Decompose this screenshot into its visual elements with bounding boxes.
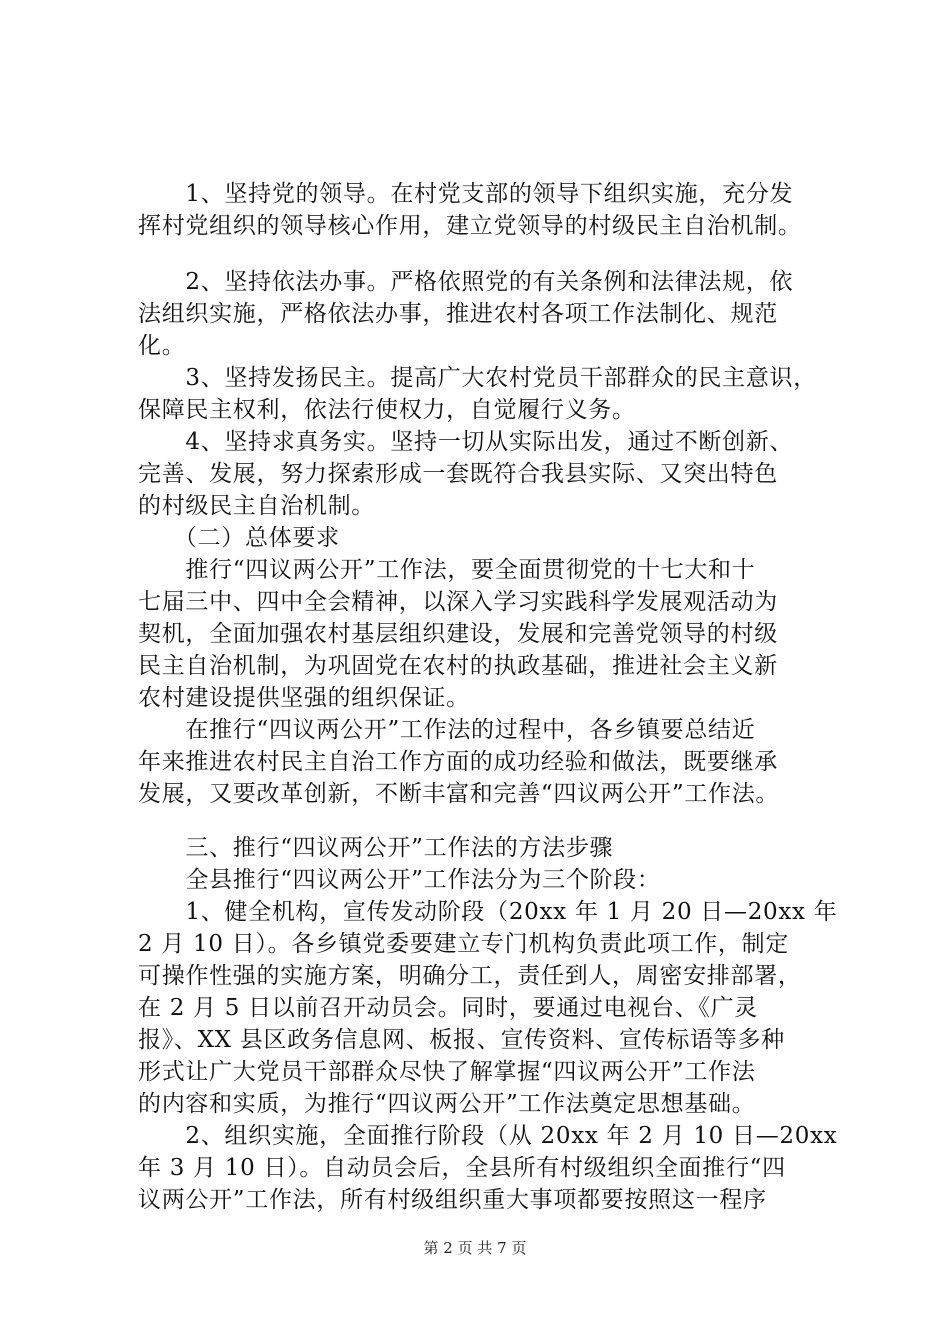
text-line: 发展，又要改革创新，不断丰富和完善“四议两公开”工作法。 <box>138 781 780 807</box>
text-line: 年来推进农村民主自治工作方面的成功经验和做法，既要继承 <box>138 749 778 775</box>
text-line: 推行“四议两公开”工作法，要全面贯彻党的十七大和十 <box>138 557 756 583</box>
text-line: 2、组织实施，全面推行阶段（从 20xx 年 2 月 10 日—20xx <box>138 1123 838 1149</box>
text-line: 议两公开”工作法，所有村级组织重大事项都要按照这一程序 <box>138 1187 767 1213</box>
text-line: 全县推行“四议两公开”工作法分为三个阶段： <box>138 867 661 893</box>
text-line: 七届三中、四中全会精神，以深入学习实践科学发展观活动为 <box>138 589 778 615</box>
page-footer: 第 2 页 共 7 页 <box>423 1239 527 1257</box>
text-line: 4、坚持求真务实。坚持一切从实际出发，通过不断创新、 <box>138 429 794 455</box>
text-line: 报》、XX 县区政务信息网、板报、宣传资料、宣传标语等多种 <box>138 1027 785 1053</box>
text-line: 1、坚持党的领导。在村党支部的领导下组织实施，充分发 <box>138 181 794 207</box>
text-line: 形式让广大党员干部群众尽快了解掌握“四议两公开”工作法 <box>138 1059 756 1085</box>
text-line: 在 2 月 5 日以前召开动员会。同时，要通过电视台、《广灵 <box>138 995 759 1021</box>
text-line: 2、坚持依法办事。严格依照党的有关条例和法律法规，依 <box>138 269 794 295</box>
text-line: 3、坚持发扬民主。提高广大农村党员干部群众的民主意识， <box>138 365 817 391</box>
text-line: 保障民主权利，依法行使权力，自觉履行义务。 <box>138 397 636 423</box>
text-line: 农村建设提供坚强的组织保证。 <box>138 685 470 711</box>
text-line: 民主自治机制，为巩固党在农村的执政基础，推进社会主义新 <box>138 653 778 679</box>
text-line: 化。 <box>138 333 186 359</box>
text-line: 在推行“四议两公开”工作法的过程中，各乡镇要总结近 <box>138 717 756 743</box>
text-line: 完善、发展，努力探索形成一套既符合我县实际、又突出特色 <box>138 461 778 487</box>
text-line: 法组织实施，严格依法办事，推进农村各项工作法制化、规范 <box>138 301 778 327</box>
text-line: 挥村党组织的领导核心作用，建立党领导的村级民主自治机制。 <box>138 213 802 239</box>
section-heading: （二）总体要求 <box>138 525 340 551</box>
text-line: 1、健全机构，宣传发动阶段（20xx 年 1 月 20 日—20xx 年 <box>138 899 838 925</box>
text-line: 年 3 月 10 日）。自动员会后，全县所有村级组织全面推行“四 <box>138 1155 786 1181</box>
text-line: 契机，全面加强农村基层组织建设，发展和完善党领导的村级 <box>138 621 778 647</box>
text-line: 可操作性强的实施方案，明确分工，责任到人，周密安排部署， <box>138 963 802 989</box>
section-heading: 三、推行“四议两公开”工作法的方法步骤 <box>138 835 614 861</box>
text-line: 的内容和实质，为推行“四议两公开”工作法奠定思想基础。 <box>138 1091 756 1117</box>
text-line: 的村级民主自治机制。 <box>138 493 375 519</box>
text-line: 2 月 10 日）。各乡镇党委要建立专门机构负责此项工作，制定 <box>138 931 790 957</box>
